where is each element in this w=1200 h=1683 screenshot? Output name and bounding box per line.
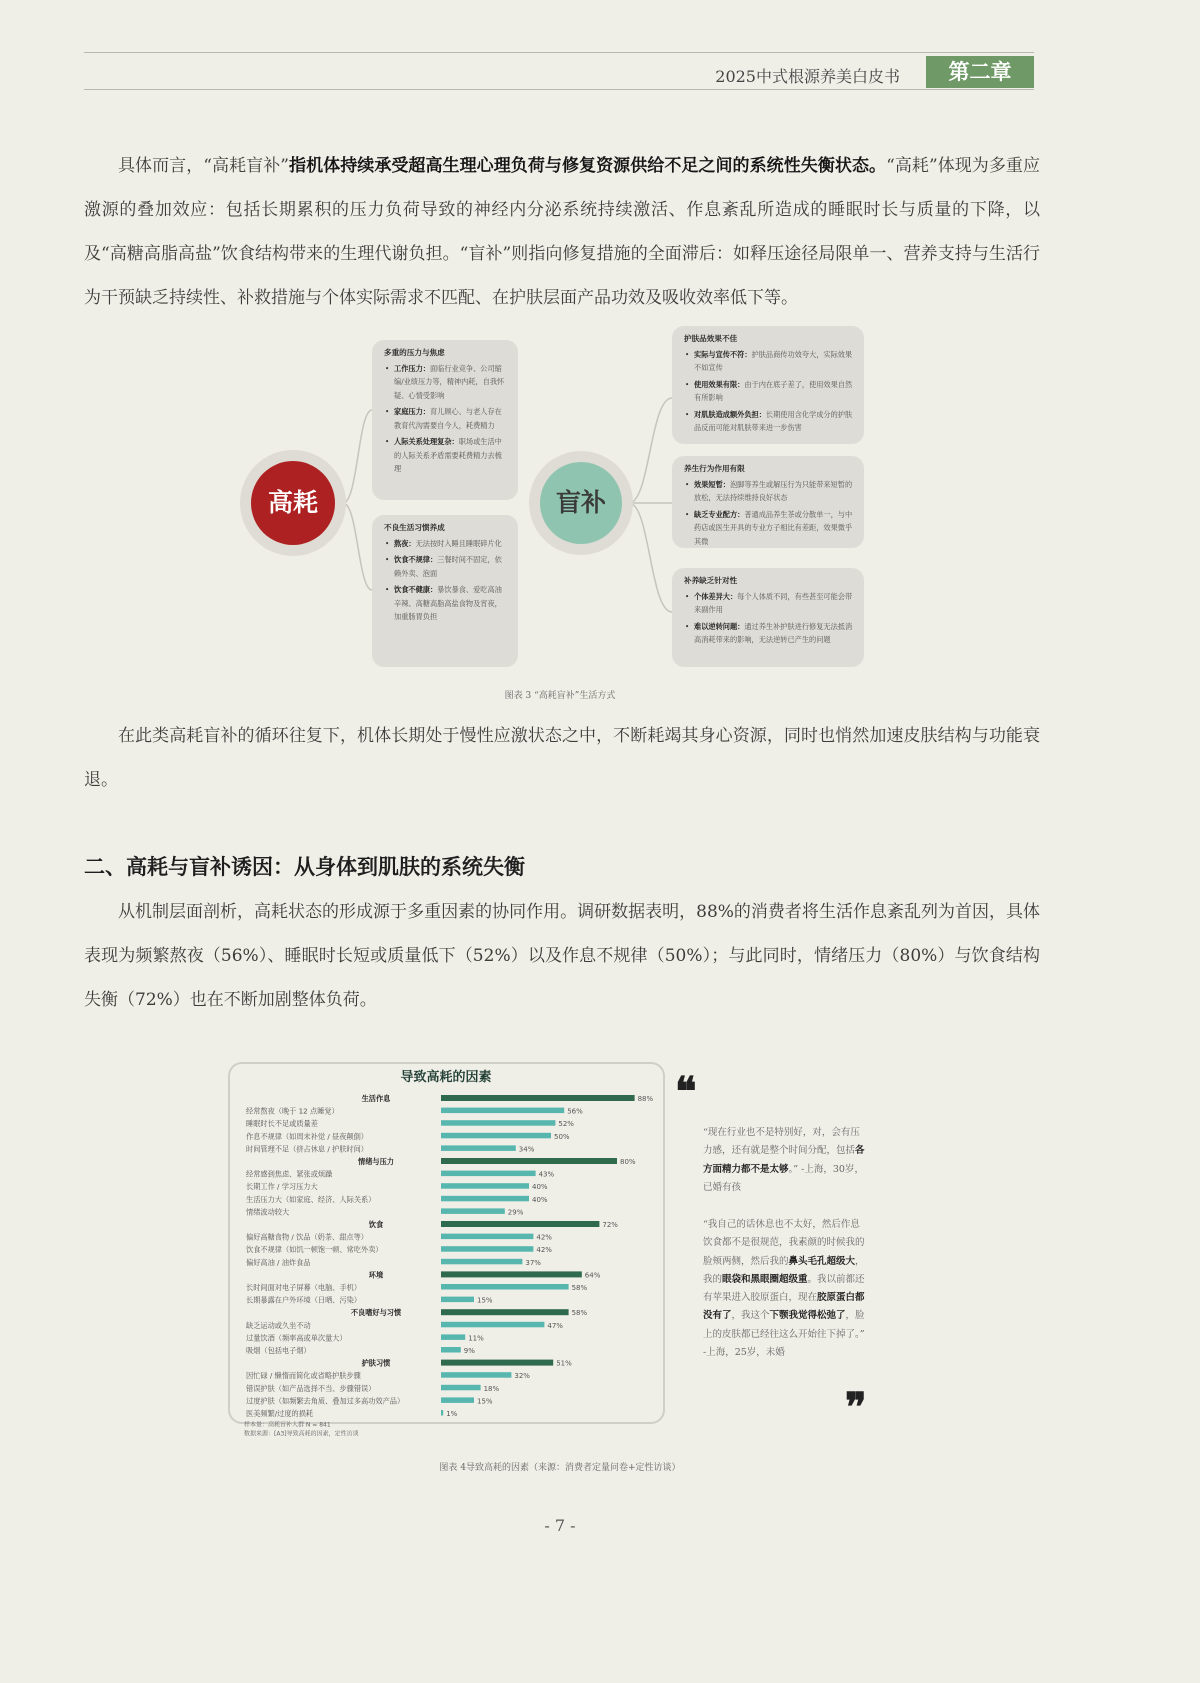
paragraph-cycle: 在此类高耗盲补的循环往复下，机体长期处于慢性应激状态之中，不断耗竭其身心资源，同时也悄然加速皮肤结构与功能衰退。 [84,726,1040,790]
factors-bar-chart [228,1062,665,1438]
list-item: • 难以逆转问题：通过养生补护肤进行修复无法抵消高消耗带来的影响，无法逆转已产生的问题 [694,620,854,647]
chart-row-label: 长时间面对电子屏幕（电脑、手机） [246,1283,362,1292]
chart-note: 数据来源：[A3]导致高耗的因素，定性访谈 [244,1430,359,1438]
chart-row-label: 长期暴露在户外环境（日晒、污染） [246,1295,362,1305]
chart-row-label: 经常感到焦虑、紧张或烦躁 [246,1169,333,1179]
chart-row-label: 经常熬夜（晚于 12 点睡觉） [246,1106,339,1116]
chart-bar [441,1397,474,1403]
chart-value-label: 56% [567,1107,583,1116]
box-title: 护肤品效果不佳 [684,334,738,343]
chart-value-label: 51% [556,1359,572,1368]
chart-row-label: 医美频繁/过度的损耗 [246,1409,314,1418]
chart-category-label: 环境 [368,1270,384,1280]
chart-bar [441,1322,544,1328]
chart-bar [441,1385,481,1391]
chart-bar [441,1221,599,1227]
list-item: • 饮食不健康：暴饮暴食、爱吃高油辛辣、高糖高脂高盐食物及宵夜，加重肠胃负担 [394,583,508,624]
chart-bar [441,1410,443,1416]
chart-bar [441,1133,551,1139]
list-item: • 缺乏专业配方：普通成品养生茶或分散单一，与中药店或医生开具的专业方子相比有差距，效果微乎其微 [694,508,854,549]
supplement-box [672,568,864,667]
chart-value-label: 40% [532,1195,548,1204]
paragraph-mechanism: 从机制层面剖析，高耗状态的形成源于多重因素的协同作用。调研数据表明，88%的消费者将生活作息紊乱列为首因，具体表现为频繁熬夜（56%）、睡眠时长短或质量低下（52%）以及作息不规律（50%）；与此同时，情绪压力（80%）与饮食结构失衡（72%）也在不断加剧整体负荷。 [84,902,1040,1010]
chart-value-label: 42% [536,1246,552,1255]
gaohao-circle: 高耗 [251,461,335,545]
chart-category-label: 情绪与压力 [358,1157,394,1166]
section-heading: 二、高耗与盲补诱因：从身体到肌肤的系统失衡 [84,854,525,879]
list-item: • 人际关系处理复杂：职场或生活中的人际关系矛盾需要耗费精力去梳理 [394,435,508,476]
list-item: • 家庭压力：育儿顾心、与老人存在教育代沟需要自今人，耗费精力 [394,405,508,432]
wellness-box [672,456,864,548]
chart-value-label: 42% [536,1233,552,1242]
mindmap-connectors [0,0,1120,700]
chart-bar [441,1372,511,1378]
chart-value-label: 15% [477,1397,493,1406]
chart-bar [441,1208,505,1214]
list-item: • 熬夜：无法按时入睡且睡眠碎片化 [394,537,508,551]
quote-1: “现在行业也不是特别好，对，会有压力感，还有就是整个时间分配，包括各方面精力都不是太够。” -上海，30岁，已婚有孩 [703,1127,865,1193]
chart-value-label: 32% [514,1372,530,1381]
chart-row-label: 偏好高油 / 油炸食品 [246,1257,311,1267]
close-quote-icon: ❞ [845,1384,867,1431]
chart-bar [441,1108,564,1114]
chart-value-label: 43% [538,1170,555,1179]
chart-value-label: 11% [468,1334,484,1343]
chart-value-label: 50% [554,1132,570,1141]
chart-row-label: 睡眠时长不足或质量差 [246,1119,318,1129]
chart-value-label: 80% [620,1158,636,1166]
box-title: 不良生活习惯养成 [384,523,445,532]
chart-row-label: 因忙碌 / 懒惰而简化或省略护肤步骤 [246,1371,361,1381]
chart-row-label: 情绪波动较大 [246,1207,290,1217]
chart-note: 样本量：高耗盲补人群 N = 841 [244,1421,331,1429]
chart-row-label: 饮食不规律（如饥一顿饱一顿、常吃外卖） [246,1245,383,1255]
list-item: • 工作压力：面临行业竞争、公司缩编/业绩压力等，精神内耗，自我怀疑、心情受影响 [394,362,508,403]
chart-bar [441,1334,465,1340]
chart-value-label: 72% [602,1221,618,1229]
chart-value-label: 58% [571,1284,588,1292]
list-item: • 对肌肤造成额外负担：长期使用含化学成分的护肤品反而可能对肌肤带来进一步伤害 [694,408,854,435]
chart-row-label: 吸烟（包括电子烟） [246,1346,311,1355]
pressure-box [372,340,518,500]
chart-bar [441,1309,569,1315]
chart-bar [441,1183,529,1189]
chart-bar [441,1171,536,1177]
chapter-badge: 第二章 [926,56,1034,88]
list-item: • 效果短暂：泡脚等养生或解压行为只能带来短暂的放松，无法持续维持良好状态 [694,478,854,505]
chart-bar [441,1234,533,1240]
chart-row-label: 作息不规律（如周末补觉 / 昼夜颠倒） [246,1131,368,1141]
chart-value-label: 47% [547,1321,563,1330]
paragraph-rest: “高耗”体现为多重应激源的叠加效应：包括长期累积的压力负荷导致的神经内分泌系统持续激活、作息紊乱所造成的睡眠时长与质量的下降，以及“高糖高脂高盐”饮食结构带来的生理代谢负担。“盲补”则指向修复措施的全面滞后：如释压途径局限单一、营养支持与生活行为干预缺乏持续性、补救措施与个体实际需求不匹配、在护肤层面产品功效及吸收效率低下等。 [84,156,1040,308]
chart-value-label: 15% [477,1296,493,1305]
quote-2: “我自己的话休息也不太好，然后作息饮食都不是很规范，我素颜的时候我的脸颊两侧，然后我的鼻头毛孔超级大，我的眼袋和黑眼圈超级重。我以前都还有苹果进入胶原蛋白，现在胶原蛋白都没有了，我这个下颚我觉得松弛了，脸上的皮肤都已经往这么开始往下掉了。” -上海，25岁，未婚 [703,1219,865,1359]
chart-bar [441,1158,617,1164]
chart-value-label: 9% [463,1347,475,1355]
chart-bar [441,1095,635,1101]
chart-bar [441,1145,516,1151]
list-item: • 使用效果有限：由于内在底子差了，使用效果自然有所影响 [694,378,854,405]
chart-value-label: 1% [446,1410,458,1418]
chart-bar [441,1246,533,1252]
chart-row-label: 错误护肤（如产品选择不当、步骤错误） [246,1383,376,1393]
chart-row-label: 长期工作 / 学习压力大 [246,1182,318,1192]
habits-box [372,515,518,667]
chart-category-label: 护肤习惯 [361,1358,391,1368]
chart-category-label: 不良嗜好与习惯 [350,1308,402,1318]
chart-bar [441,1347,461,1353]
chart-value-label: 88% [637,1095,654,1103]
chart-bar [441,1196,529,1202]
page-number: - 7 - [544,1516,576,1535]
chart-value-label: 40% [532,1183,548,1192]
chart-bar [441,1120,555,1126]
chart-title: 导致高耗的因素 [400,1070,492,1085]
chart-value-label: 29% [507,1208,524,1217]
chart-row-label: 时间管理不足（挤占休息 / 护肤时间） [246,1144,368,1154]
chart-row-label: 偏好高糖食物 / 饮品（奶茶、甜点等） [246,1232,368,1242]
list-item: • 饮食不规律：三餐时间不固定，依赖外卖、泡面 [394,553,508,580]
chart-bar [441,1284,569,1290]
skincare-box [672,326,864,444]
paragraph-lead: 具体而言，“高耗盲补” [118,156,289,176]
mangbu-circle: 盲补 [540,462,622,544]
box-title: 补养缺乏针对性 [684,576,738,585]
chart-value-label: 58% [571,1309,588,1318]
chart-value-label: 64% [584,1271,601,1280]
chart-row-label: 生活压力大（如家庭、经济、人际关系） [246,1194,376,1204]
chart-value-label: 37% [525,1258,541,1267]
chart-row-label: 过度护肤（如频繁去角质、叠加过多高功效产品） [246,1396,405,1406]
figure3-caption: 图表 3 “高耗盲补”生活方式 [504,691,616,701]
paragraph-bold-definition: 指机体持续承受超高生理心理负荷与修复资源供给不足之间的系统性失衡状态。 [288,156,887,176]
list-item: • 实际与宣传不符：护肤品商传功效夸大，实际效果不如宣传 [694,348,854,375]
report-title: 2025中式根源养美白皮书 [715,67,900,86]
figure4-caption: 图表 4导致高耗的因素（来源：消费者定量问卷+定性访谈） [439,1463,681,1473]
chart-category-label: 饮食 [368,1220,384,1229]
chart-value-label: 52% [558,1120,574,1129]
chart-category-label: 生活作息 [361,1094,391,1103]
list-item: • 个体差异大：每个人体质不同，有些甚至可能会带来副作用 [694,590,854,617]
chart-value-label: 18% [483,1384,500,1393]
chart-row-label: 过量饮酒（频率高或单次量大） [246,1333,347,1343]
open-quote-icon: ❝ [675,1068,697,1115]
box-title: 多重的压力与焦虑 [384,348,445,357]
chart-bar [441,1360,553,1366]
box-title: 养生行为作用有限 [684,464,745,473]
chart-row-label: 缺乏运动或久坐不动 [246,1320,311,1330]
chart-value-label: 34% [518,1145,535,1154]
chart-bar [441,1259,522,1265]
chart-bar [441,1297,474,1303]
chart-bar [441,1271,582,1277]
